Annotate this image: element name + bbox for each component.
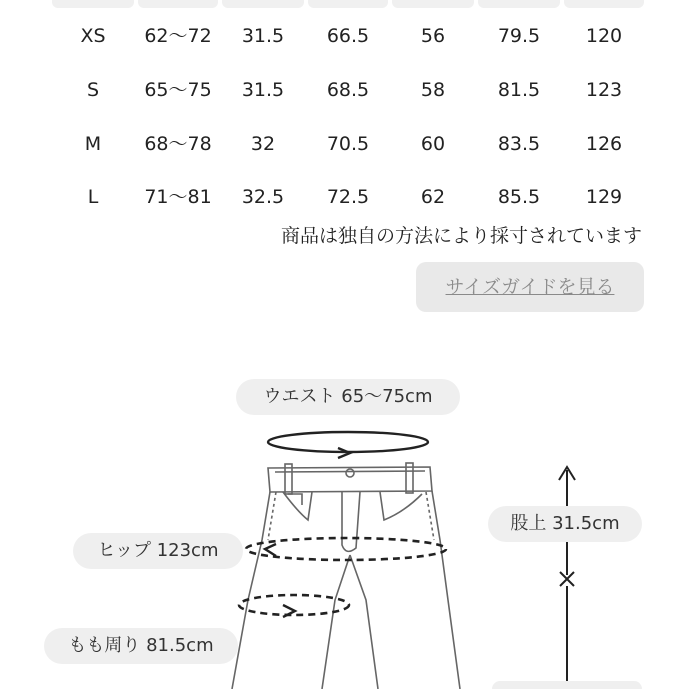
table-cell: 68.5 <box>326 79 370 101</box>
table-cell: 70.5 <box>326 133 370 155</box>
table-cell: 126 <box>585 133 623 155</box>
hip-label: ヒップ 123cm <box>73 533 243 569</box>
table-cell: 32 <box>250 133 276 155</box>
table-cell: 72.5 <box>326 186 370 208</box>
table-cell: 129 <box>585 186 623 208</box>
waist-measure-icon <box>268 432 428 458</box>
size-cell: S <box>86 79 100 101</box>
table-cell: 32.5 <box>241 186 285 208</box>
waist-label: ウエスト 65〜75cm <box>236 379 460 415</box>
table-cell: 81.5 <box>497 79 541 101</box>
table-cell: 85.5 <box>497 186 541 208</box>
cut-off-label <box>492 681 642 689</box>
measurement-note: 商品は独自の方法により採寸されています <box>280 225 642 247</box>
table-cell: 58 <box>420 79 446 101</box>
table-cell: 66.5 <box>326 25 370 47</box>
thigh-label: もも周り 81.5cm <box>44 628 238 664</box>
size-guide-button[interactable]: サイズガイドを見る <box>416 262 644 312</box>
pants-outline-icon <box>232 463 460 689</box>
table-cell: 62 <box>420 186 446 208</box>
table-cell: 31.5 <box>241 79 285 101</box>
table-cell: 56 <box>420 25 446 47</box>
rise-label: 股上 31.5cm <box>488 506 642 542</box>
size-cell: M <box>84 133 102 155</box>
table-cell: 62〜72 <box>144 25 212 47</box>
size-cell: XS <box>80 25 106 47</box>
hip-measure-icon <box>246 538 446 560</box>
table-cell: 68〜78 <box>144 133 212 155</box>
table-cell: 123 <box>585 79 623 101</box>
table-cell: 79.5 <box>497 25 541 47</box>
table-cell: 31.5 <box>241 25 285 47</box>
size-cell: L <box>87 186 99 208</box>
table-cell: 71〜81 <box>144 186 212 208</box>
table-cell: 83.5 <box>497 133 541 155</box>
table-cell: 65〜75 <box>144 79 212 101</box>
table-cell: 60 <box>420 133 446 155</box>
rise-measure-icon <box>559 467 575 689</box>
table-cell: 120 <box>585 25 623 47</box>
